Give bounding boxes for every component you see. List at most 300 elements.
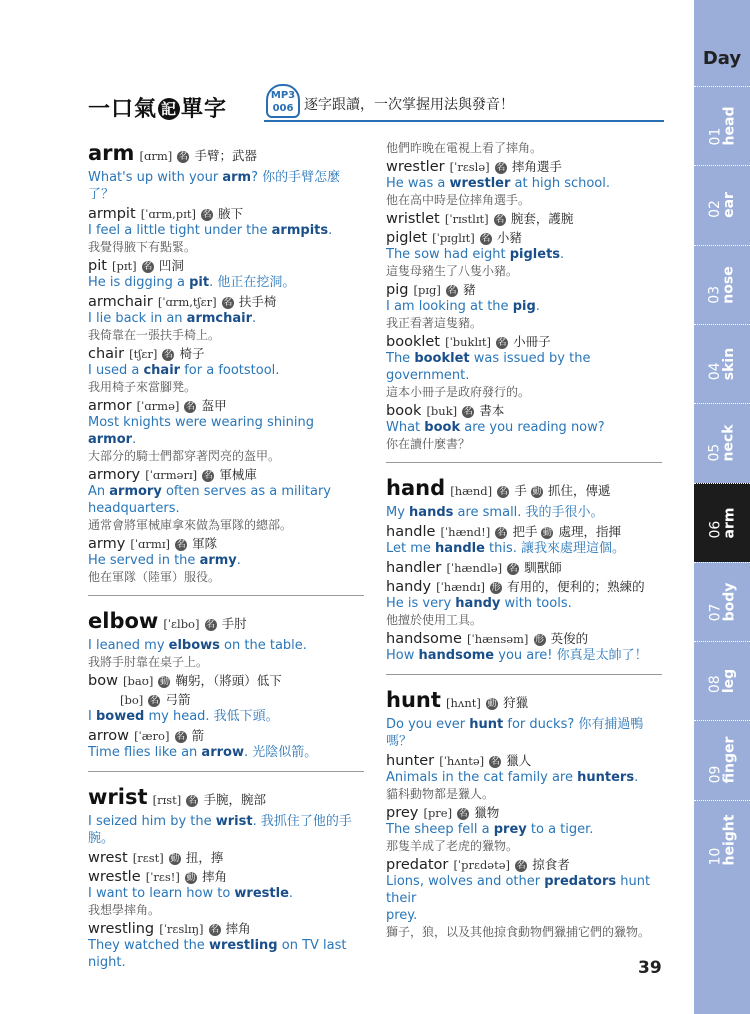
part-of-speech-icon: 名: [490, 757, 500, 767]
example-translation: 他在高中時是位摔角選手。: [386, 193, 531, 207]
example-keyword: book: [424, 420, 461, 435]
example-sentence: [386, 821, 662, 838]
definition: 有用的，便利的；熟練的: [507, 579, 645, 594]
phonetic: [pɪg]: [413, 283, 441, 297]
part-of-speech-icon: 形: [535, 635, 545, 645]
example-sentence: [88, 274, 364, 291]
example-text: Time flies like an: [88, 745, 202, 760]
phonetic: [ˈhʌntə]: [439, 754, 485, 768]
example-text: for ducks? 你有捕過鴨嗎？: [386, 717, 644, 749]
word-entry: [88, 255, 364, 274]
phonetic: [ˈɑrm,tʃɛr]: [157, 295, 217, 309]
day-tab-number: 03: [706, 285, 723, 304]
part-of-speech-icon: 名: [149, 696, 159, 706]
example-text: are small. 我的手很小。: [453, 505, 604, 520]
definition: 掠食者: [532, 857, 570, 872]
word-entry: [88, 689, 364, 708]
example-sentence: [88, 813, 364, 847]
example-text: He was a: [386, 176, 450, 191]
day-tab-leg[interactable]: [694, 641, 750, 720]
vocab-word: handler: [386, 560, 442, 576]
example-text: He is digging a: [88, 275, 190, 290]
vocab-word: armpit: [88, 206, 136, 222]
example-text: .: [132, 432, 137, 447]
word-entry: [386, 521, 662, 540]
definition: 扭，擰: [185, 850, 224, 865]
part-of-speech-icon: 名: [185, 402, 195, 412]
example-translation: 他們昨晚在電視上看了摔角。: [386, 141, 543, 155]
example-text: I seized him by the: [88, 814, 216, 829]
example-text: .: [328, 223, 333, 238]
vocab-word: piglet: [386, 230, 428, 246]
day-tab-text: [708, 737, 736, 784]
part-of-speech-icon: 名: [481, 234, 491, 244]
example-text: They watched the: [88, 938, 209, 953]
day-tab-text: [708, 348, 736, 380]
example-text: are you reading now?: [460, 420, 605, 435]
example-text: Most knights were wearing shining: [88, 415, 315, 430]
day-tab-number: 06: [706, 520, 723, 538]
example-keyword: handsome: [418, 648, 495, 663]
example-text: The sow had eight: [386, 247, 510, 262]
phonetic: [ɑrm]: [139, 149, 173, 163]
day-tab-text: [708, 814, 736, 865]
definition: 獵人: [506, 753, 532, 768]
mp3-headphones-icon[interactable]: [266, 84, 300, 118]
day-tab-name: height: [720, 814, 737, 866]
example-sentence: [386, 504, 662, 521]
vocab-word: handle: [386, 524, 436, 540]
example-text: The: [386, 351, 415, 366]
definition: 扶手椅: [238, 294, 277, 309]
day-tab-number: 10: [706, 847, 723, 866]
example-sentence: [386, 873, 662, 907]
phonetic: [ˈɛlbo]: [163, 617, 200, 631]
day-tab-number: 04: [706, 362, 723, 381]
section-divider: [386, 462, 662, 463]
headword: hunt: [386, 688, 441, 712]
definition: 豬: [463, 282, 476, 297]
day-tab-inner: [694, 87, 750, 165]
example-text: was issued by the government.: [386, 351, 591, 383]
example-sentence: [386, 716, 662, 750]
phonetic: [bo]: [120, 693, 144, 707]
example-text: .: [535, 299, 540, 314]
word-entry: [88, 533, 364, 552]
definition: 軍械庫: [219, 467, 257, 482]
day-tab-name: neck: [720, 424, 737, 462]
phonetic: [ˈɑrmɪ]: [130, 537, 170, 551]
vocab-word: wrestler: [386, 159, 445, 175]
definition: 摔角: [202, 869, 228, 884]
example-sentence: [88, 937, 364, 971]
phonetic: [ˈrɛs!]: [145, 870, 180, 884]
word-entry: [88, 725, 364, 744]
example-text: prey.: [386, 908, 418, 923]
day-tab-arm[interactable]: [694, 483, 750, 562]
example-keyword: wrist: [215, 814, 253, 829]
example-keyword: armor: [88, 432, 133, 447]
example-translation: 我倚靠在一張扶手椅上。: [88, 328, 221, 342]
example-keyword: handy: [455, 596, 501, 611]
vocab-word: wrestle: [88, 869, 141, 885]
example-keyword: arrow: [201, 745, 244, 760]
example-translation: 大部分的騎士們都穿著閃亮的盔甲。: [88, 449, 281, 463]
day-tab-neck[interactable]: [694, 403, 750, 482]
example-text: .: [252, 311, 257, 326]
day-tab-number: 07: [706, 603, 723, 622]
day-tab-number: 02: [706, 200, 723, 219]
example-sentence: [88, 362, 364, 379]
phonetic: [ˈprɛdətə]: [453, 858, 511, 872]
vocab-word: chair: [88, 346, 125, 362]
example-keyword: chair: [143, 363, 181, 378]
example-text: I leaned my: [88, 638, 169, 653]
word-entry: [386, 227, 662, 246]
example-text: hunt their: [386, 874, 651, 906]
definition: 小冊子: [513, 334, 551, 349]
example-keyword: armchair: [186, 311, 253, 326]
part-of-speech-icon: 名: [210, 925, 220, 935]
part-of-speech-icon: 動: [170, 854, 180, 864]
example-text: I feel a little tight under the: [88, 223, 272, 238]
example-keyword: hunt: [469, 717, 504, 732]
example-sentence: [88, 500, 364, 517]
example-text: .: [236, 553, 241, 568]
phonetic: [ˈrɪstlɪt]: [444, 212, 489, 226]
headword-entry: [88, 608, 364, 637]
definition: 書本: [479, 403, 505, 418]
title-part-2: 單字: [181, 97, 228, 122]
part-of-speech-icon: 名: [178, 152, 188, 162]
example-text: What: [386, 420, 425, 435]
vocab-word: wrestling: [88, 921, 155, 937]
example-text: headquarters.: [88, 501, 180, 516]
word-entry: [386, 156, 662, 175]
vocab-word: pig: [386, 282, 409, 298]
word-entry: [88, 464, 364, 483]
part-of-speech-icon: 名: [496, 163, 506, 173]
example-sentence: [88, 744, 364, 761]
example-text: . 光陰似箭。: [243, 745, 318, 760]
example-translation: 我將手肘靠在桌子上。: [88, 655, 209, 669]
word-entry: [88, 343, 364, 362]
definition: 軍隊: [192, 536, 218, 551]
day-tab-height[interactable]: [694, 800, 750, 879]
example-keyword: armory: [109, 484, 162, 499]
day-tab-number: 08: [706, 675, 723, 694]
example-text: Animals in the cat family are: [386, 770, 578, 785]
day-tab-nose[interactable]: [694, 245, 750, 324]
word-entry: [88, 203, 364, 222]
day-tab-number: 09: [706, 765, 723, 784]
example-keyword: armpits: [271, 223, 329, 238]
phonetic: [baʊ]: [123, 674, 154, 688]
phonetic: [ˈrɛslɪŋ]: [159, 922, 204, 936]
phonetic: [buk]: [426, 404, 458, 418]
example-text: on TV last night.: [88, 938, 347, 970]
definition: 馴獸師: [524, 560, 562, 575]
headword: hand: [386, 476, 446, 500]
day-tab-number: 01: [707, 127, 723, 146]
section-divider: [88, 595, 364, 596]
day-tab-text: [708, 192, 736, 218]
title-part-1: 一口氣: [88, 97, 158, 122]
example-text: .: [288, 886, 294, 901]
example-sentence: [88, 483, 364, 500]
vocab-word: arrow: [88, 728, 129, 744]
example-text: ? 你的手臂怎麼了？: [88, 170, 341, 202]
vocab-column-left: [88, 140, 364, 971]
example-text: with tools.: [500, 596, 572, 611]
definition: 盔甲: [201, 398, 227, 413]
example-sentence: [88, 637, 364, 654]
word-entry: [88, 670, 364, 689]
example-text: My: [386, 505, 410, 520]
example-text: I lie back in an: [88, 311, 187, 326]
example-text: on the table.: [219, 638, 307, 653]
example-keyword: army: [199, 553, 237, 568]
example-text: often serves as a military: [161, 484, 331, 499]
part-of-speech-icon: 動: [186, 873, 196, 883]
example-text: Let me: [386, 541, 436, 556]
day-tab-name: nose: [720, 265, 737, 304]
vocab-word: predator: [386, 857, 449, 873]
example-keyword: booklet: [414, 351, 470, 366]
vocab-word: book: [386, 403, 422, 419]
day-tab-finger[interactable]: [694, 720, 750, 799]
example-translation: 貓科動物都是獵人。: [386, 787, 495, 801]
example-text: How: [386, 648, 419, 663]
example-keyword: hands: [409, 505, 454, 520]
vocab-word: wrest: [88, 850, 128, 866]
definition: 腕套，護腕: [510, 211, 574, 226]
day-tab-head[interactable]: [694, 86, 750, 165]
word-entry: [386, 750, 662, 769]
example-text: to a tiger.: [526, 822, 594, 837]
day-tab-inner: [694, 246, 750, 324]
part-of-speech-icon: 動: [159, 677, 169, 687]
word-entry: [386, 854, 662, 873]
example-keyword: wrestling: [208, 938, 278, 953]
mp3-label: MP3: [270, 90, 296, 101]
example-translation: 這隻母豬生了八隻小豬。: [386, 264, 519, 278]
title-circle-character: 記: [158, 98, 180, 120]
example-keyword: piglets: [509, 247, 561, 262]
phonetic: [ˈhænsəm]: [467, 632, 529, 646]
word-entry: [88, 866, 364, 885]
example-text: you are! 你真是太帥了！: [494, 648, 648, 663]
day-tab-name: finger: [720, 737, 737, 784]
part-of-speech-icon: 名: [163, 350, 173, 360]
word-entry: [386, 557, 662, 576]
phonetic: [ˈhændɪ]: [436, 580, 485, 594]
phonetic: [ˈrɛslə]: [449, 160, 490, 174]
example-translation: 獅子，狼，以及其他掠食動物們獵捕它們的獵物。: [386, 925, 651, 939]
headword: arm: [88, 141, 135, 165]
example-sentence: [386, 350, 662, 384]
part-of-speech-icon: 名: [508, 564, 518, 574]
vocab-word: armchair: [88, 294, 153, 310]
phonetic: [hænd]: [450, 484, 493, 498]
header-rule: [264, 120, 664, 122]
example-text: .: [634, 770, 639, 785]
definition: 抓住，傳遞: [547, 483, 611, 498]
day-tab-inner: [694, 325, 750, 403]
part-of-speech-icon: 動: [542, 528, 552, 538]
example-text: He served in the: [88, 553, 200, 568]
example-sentence: [88, 708, 364, 725]
definition: 英俊的: [550, 631, 589, 646]
definition: 鞠躬，（將頭）低下: [175, 673, 282, 688]
definition: 手腕，腕部: [203, 792, 266, 807]
example-sentence: [386, 419, 662, 436]
definition: 摔角: [225, 921, 251, 936]
example-sentence: [88, 222, 364, 239]
part-of-speech-icon: 名: [495, 215, 505, 225]
day-tab-name: leg: [720, 668, 737, 694]
example-translation: 你在讀什麼書？: [386, 437, 471, 451]
example-keyword: predators: [544, 874, 617, 889]
definition: 手: [514, 483, 531, 498]
day-tab-text: [708, 669, 736, 693]
example-text: The sheep fell a: [386, 822, 494, 837]
day-tab-text: [708, 425, 736, 462]
definition: 腋下: [218, 206, 244, 221]
day-tab-text: [708, 107, 736, 146]
word-entry: [386, 208, 662, 227]
vocab-word: wristlet: [386, 211, 440, 227]
example-text: . 我抓住了他的手腕。: [88, 814, 352, 846]
vocab-word: armor: [88, 398, 132, 414]
day-tab-text: [708, 266, 736, 303]
part-of-speech-icon: 名: [463, 407, 473, 417]
definition: 小豬: [496, 230, 522, 245]
example-sentence: [386, 246, 662, 263]
example-translation: 那隻羊成了老虎的獵物。: [386, 839, 519, 853]
phonetic: [tʃɛr]: [129, 347, 158, 361]
phonetic: [ˈɑrm,pɪt]: [140, 207, 196, 221]
tagline: 逐字跟讀，一次掌握用法與發音！: [304, 97, 514, 113]
day-tab-text: [708, 582, 736, 621]
definition: 獵物: [474, 805, 500, 820]
day-tab-inner: [694, 404, 750, 482]
definition: 箭: [191, 728, 205, 743]
phonetic: [ˈbuklɪt]: [445, 335, 491, 349]
example-text: for a footstool.: [180, 363, 280, 378]
example-sentence: [88, 169, 364, 203]
example-translation: 他在軍隊（陸軍）服役。: [88, 570, 221, 584]
example-text: I used a: [88, 363, 144, 378]
headword: elbow: [88, 609, 159, 633]
example-text: .: [560, 247, 565, 262]
day-tab-inner: [694, 801, 750, 879]
part-of-speech-icon: 名: [497, 338, 507, 348]
example-text: Lions, wolves and other: [386, 874, 545, 889]
definition: 椅子: [179, 346, 205, 361]
vocab-word: handy: [386, 579, 432, 595]
phonetic: [ˈhænd!]: [440, 525, 491, 539]
word-entry: [88, 847, 364, 866]
day-tab-body[interactable]: [694, 562, 750, 641]
phonetic: [rɪst]: [152, 793, 182, 807]
day-tab-skin[interactable]: [694, 324, 750, 403]
part-of-speech-icon: 名: [447, 286, 457, 296]
example-translation: 我想學摔角。: [88, 903, 161, 917]
example-sentence: [88, 310, 364, 327]
headword-entry: [88, 140, 364, 169]
day-tab-ear[interactable]: [694, 165, 750, 244]
definition: 手臂；武器: [194, 148, 257, 163]
example-keyword: bowed: [95, 709, 145, 724]
example-sentence: [88, 885, 364, 902]
lesson-header: [88, 84, 664, 124]
vocab-word: army: [88, 536, 126, 552]
example-sentence: [386, 647, 662, 664]
example-text: An: [88, 484, 110, 499]
example-translation: 通常會將軍械庫拿來做為軍隊的總部。: [88, 518, 293, 532]
definition: 弓箭: [165, 692, 191, 707]
day-tab-text: [708, 507, 736, 538]
example-text: at high school.: [510, 176, 611, 191]
section-divider: [386, 674, 662, 675]
example-sentence: [386, 769, 662, 786]
phonetic: [pre]: [423, 806, 453, 820]
part-of-speech-icon: 名: [176, 540, 186, 550]
day-tab-name: head: [721, 106, 737, 146]
part-of-speech-icon: 名: [187, 796, 197, 806]
part-of-speech-icon: 名: [143, 262, 153, 272]
part-of-speech-icon: 名: [206, 620, 216, 630]
phonetic: [ˈɑrmə]: [136, 399, 180, 413]
day-tab-name: arm: [720, 507, 737, 538]
example-keyword: elbows: [168, 638, 220, 653]
phonetic: [rɛst]: [132, 851, 164, 865]
example-text: I: [88, 709, 96, 724]
phonetic: [ˈɑrmərɪ]: [145, 468, 198, 482]
phonetic: [hʌnt]: [445, 696, 481, 710]
example-sentence: [386, 907, 662, 924]
vocab-word: bow: [88, 673, 118, 689]
vocab-word: prey: [386, 805, 419, 821]
part-of-speech-icon: 名: [498, 487, 508, 497]
day-tab-inner: [694, 563, 750, 641]
phonetic: [ˈpɪglɪt]: [432, 231, 475, 245]
mp3-track-number: 006: [272, 103, 294, 114]
example-text: He is very: [386, 596, 456, 611]
section-title: [88, 92, 227, 123]
word-entry: [386, 576, 662, 595]
phonetic: [ˈæro]: [134, 729, 170, 743]
word-entry: [88, 291, 364, 310]
day-label: Day: [702, 48, 742, 69]
page-number: 39: [638, 958, 662, 978]
example-keyword: wrestle: [234, 886, 289, 901]
word-entry: [88, 918, 364, 937]
example-keyword: pit: [189, 275, 210, 290]
headword: wrist: [88, 785, 148, 809]
vocab-column-right: [386, 140, 662, 940]
example-keyword: handle: [435, 541, 485, 556]
part-of-speech-icon: 名: [223, 298, 233, 308]
example-text: my head. 我低下頭。: [144, 709, 279, 724]
example-text: What's up with your: [88, 170, 223, 185]
example-text: Do you ever: [386, 717, 470, 732]
example-sentence: [386, 298, 662, 315]
example-keyword: pig: [512, 299, 536, 314]
part-of-speech-icon: 名: [203, 471, 213, 481]
example-keyword: arm: [222, 170, 252, 185]
